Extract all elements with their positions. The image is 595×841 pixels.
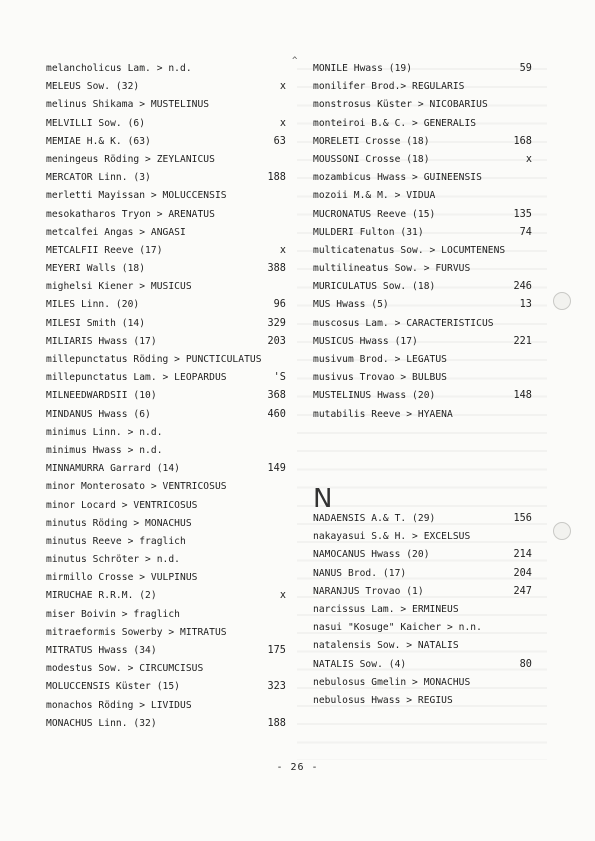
index-entry	[313, 674, 532, 692]
index-entry	[313, 115, 532, 133]
index-entry	[46, 351, 286, 369]
entry-page-number: x	[279, 81, 286, 93]
index-entry	[313, 60, 532, 78]
entry-page-number: 'S	[273, 372, 286, 384]
entry-name: MUCRONATUS Reeve (15)	[313, 208, 436, 220]
index-entry	[313, 656, 532, 674]
entry-page-number: 247	[513, 585, 532, 597]
entry-name: MULDERI Fulton (31)	[313, 226, 424, 238]
entry-page-number: 59	[519, 63, 532, 74]
entry-name: melancholicus Lam. > n.d.	[46, 63, 192, 74]
entry-name: MITRATUS Hwass (34)	[46, 645, 157, 656]
index-entry	[46, 78, 286, 96]
right-column-n-entries	[313, 510, 532, 710]
entry-name: NADAENSIS A.& T. (29)	[313, 513, 436, 524]
entry-page-number: 368	[267, 390, 286, 402]
entry-name: mozoii M.& M. > VIDUA	[313, 190, 436, 202]
index-entry	[313, 151, 532, 169]
entry-name: narcissus Lam. > ERMINEUS	[313, 603, 459, 615]
index-entry	[46, 697, 286, 715]
index-entry	[313, 315, 532, 333]
index-entry	[46, 606, 286, 624]
section-letter-n: N	[313, 484, 333, 514]
index-entry	[313, 333, 532, 351]
entry-name: mighelsi Kiener > MUSICUS	[46, 281, 192, 293]
index-entry	[46, 278, 286, 296]
index-entry	[46, 406, 286, 424]
index-entry	[46, 551, 286, 569]
index-entry	[313, 169, 532, 187]
index-entry	[313, 369, 532, 387]
entry-name: MERCATOR Linn. (3)	[46, 172, 151, 184]
entry-name: meningeus Röding > ZEYLANICUS	[46, 153, 215, 165]
entry-name: MURICULATUS Sow. (18)	[313, 281, 436, 293]
index-entry	[46, 387, 286, 405]
entry-name: MOUSSONI Crosse (18)	[313, 153, 430, 165]
entry-page-number: 148	[513, 390, 532, 402]
entry-name: minor Monterosato > VENTRICOSUS	[46, 481, 227, 493]
index-entry	[313, 96, 532, 114]
entry-page-number: 214	[513, 549, 532, 561]
entry-name: muscosus Lam. > CARACTERISTICUS	[313, 317, 494, 329]
index-entry	[313, 242, 532, 260]
index-entry	[46, 333, 286, 351]
index-entry	[313, 583, 532, 601]
entry-name: merletti Mayissan > MOLUCCENSIS	[46, 190, 227, 202]
entry-name: NANUS Brod. (17)	[313, 567, 407, 579]
entry-name: MEMIAE H.& K. (63)	[46, 135, 151, 147]
entry-name: MONACHUS Linn. (32)	[46, 717, 157, 729]
entry-name: METCALFII Reeve (17)	[46, 244, 163, 256]
entry-name: MUS Hwass (5)	[313, 299, 389, 311]
entry-name: metcalfei Angas > ANGASI	[46, 226, 186, 238]
entry-name: mitraeformis Sowerby > MITRATUS	[46, 626, 227, 638]
index-entry	[46, 151, 286, 169]
entry-name: minimus Hwass > n.d.	[46, 444, 163, 456]
entry-page-number: 175	[267, 645, 286, 656]
entry-name: mirmillo Crosse > VULPINUS	[46, 572, 198, 584]
entry-name: MILESI Smith (14)	[46, 317, 146, 329]
entry-name: MIRUCHAE R.R.M. (2)	[46, 590, 157, 602]
index-entry	[313, 601, 532, 619]
index-entry	[313, 406, 532, 424]
index-entry	[46, 442, 286, 460]
entry-page-number: 329	[267, 317, 286, 329]
entry-page-number: 168	[513, 135, 532, 147]
index-entry	[313, 260, 532, 278]
index-entry	[46, 206, 286, 224]
index-entry	[46, 678, 286, 696]
entry-name: MELEUS Sow. (32)	[46, 81, 140, 93]
entry-page-number: 246	[513, 281, 532, 293]
entry-name: musivus Trovao > BULBUS	[313, 372, 447, 384]
entry-name: MEYERI Walls (18)	[46, 263, 146, 275]
index-entry	[46, 242, 286, 260]
index-entry	[313, 351, 532, 369]
left-column	[46, 60, 286, 733]
index-entry	[313, 637, 532, 655]
index-entry	[46, 296, 286, 314]
index-entry	[313, 565, 532, 583]
entry-page-number: 460	[267, 408, 286, 420]
entry-name: musivum Brod. > LEGATUS	[313, 354, 447, 365]
entry-page-number: 96	[273, 299, 286, 311]
entry-name: NATALIS Sow. (4)	[313, 658, 407, 670]
index-entry	[313, 546, 532, 564]
index-entry	[46, 497, 286, 515]
index-entry	[46, 533, 286, 551]
entry-name: millepunctatus Röding > PUNCTICULATUS	[46, 354, 262, 365]
entry-name: nakayasui S.& H. > EXCELSUS	[313, 531, 471, 543]
entry-page-number: 156	[513, 513, 532, 524]
index-entry	[46, 60, 286, 78]
entry-name: MOLUCCENSIS Küster (15)	[46, 681, 180, 693]
index-entry	[46, 478, 286, 496]
entry-name: MILES Linn. (20)	[46, 299, 140, 311]
index-entry	[46, 315, 286, 333]
entry-page-number: 74	[519, 226, 532, 238]
entry-page-number: 323	[267, 681, 286, 693]
entry-page-number: 388	[267, 263, 286, 275]
entry-name: miser Boivin > fraglich	[46, 608, 180, 620]
entry-name: MILIARIS Hwass (17)	[46, 335, 157, 347]
index-entry	[46, 260, 286, 278]
entry-name: minimus Linn. > n.d.	[46, 426, 163, 438]
entry-page-number: 204	[513, 567, 532, 579]
entry-name: multicatenatus Sow. > LOCUMTENENS	[313, 244, 506, 256]
index-entry	[46, 169, 286, 187]
index-entry	[313, 206, 532, 224]
entry-page-number: x	[279, 244, 286, 256]
index-entry	[46, 587, 286, 605]
entry-name: multilineatus Sow. > FURVUS	[313, 263, 471, 275]
index-entry	[313, 692, 532, 710]
entry-name: nebulosus Gmelin > MONACHUS	[313, 676, 471, 688]
binder-hole-upper	[553, 292, 571, 310]
index-entry	[46, 224, 286, 242]
entry-page-number: x	[525, 153, 532, 165]
entry-name: monilifer Brod.> REGULARIS	[313, 81, 465, 93]
entry-page-number: 188	[267, 172, 286, 184]
entry-name: MINNAMURRA Garrard (14)	[46, 463, 180, 475]
entry-name: minor Locard > VENTRICOSUS	[46, 499, 198, 511]
entry-page-number: 221	[513, 335, 532, 347]
entry-name: melinus Shikama > MUSTELINUS	[46, 99, 210, 111]
entry-name: MUSTELINUS Hwass (20)	[313, 390, 436, 402]
entry-name: MORELETI Crosse (18)	[313, 135, 430, 147]
entry-name: minutus Röding > MONACHUS	[46, 517, 192, 529]
index-entry	[46, 624, 286, 642]
index-entry	[46, 187, 286, 205]
index-entry	[46, 569, 286, 587]
entry-name: mesokatharos Tryon > ARENATUS	[46, 208, 215, 220]
entry-name: MUSICUS Hwass (17)	[313, 335, 418, 347]
index-entry	[313, 133, 532, 151]
index-entry	[313, 278, 532, 296]
entry-name: monstrosus Küster > NICOBARIUS	[313, 99, 488, 111]
index-entry	[313, 528, 532, 546]
index-entry	[313, 78, 532, 96]
index-entry	[46, 115, 286, 133]
index-entry	[313, 224, 532, 242]
index-entry	[46, 660, 286, 678]
entry-page-number: x	[279, 117, 286, 129]
entry-page-number: 135	[513, 208, 532, 220]
entry-name: MILNEEDWARDSII (10)	[46, 390, 157, 402]
entry-name: MINDANUS Hwass (6)	[46, 408, 151, 420]
entry-name: modestus Sow. > CIRCUMCISUS	[46, 663, 204, 675]
entry-name: mutabilis Reeve > HYAENA	[313, 408, 453, 420]
entry-page-number: 149	[267, 463, 286, 475]
index-entry	[46, 642, 286, 660]
index-entry	[46, 424, 286, 442]
entry-page-number: 203	[267, 335, 286, 347]
entry-name: NARANJUS Trovao (1)	[313, 585, 424, 597]
index-entry	[313, 510, 532, 528]
binder-hole-lower	[553, 522, 571, 540]
entry-name: nebulosus Hwass > REGIUS	[313, 694, 453, 706]
entry-page-number: 13	[519, 299, 532, 311]
stray-mark: ^	[292, 56, 298, 66]
entry-page-number: 63	[273, 135, 286, 147]
index-entry	[46, 515, 286, 533]
entry-name: millepunctatus Lam. > LEOPARDUS	[46, 372, 227, 384]
index-entry	[313, 187, 532, 205]
index-entry	[46, 133, 286, 151]
entry-page-number: 188	[267, 717, 286, 729]
index-entry	[46, 96, 286, 114]
entry-name: natalensis Sow. > NATALIS	[313, 640, 459, 652]
entry-name: mozambicus Hwass > GUINEENSIS	[313, 172, 482, 184]
index-entry	[46, 460, 286, 478]
entry-name: nasui "Kosuge" Kaicher > n.n.	[313, 622, 482, 634]
index-entry	[46, 715, 286, 733]
entry-name: MONILE Hwass (19)	[313, 63, 413, 74]
entry-page-number: x	[279, 590, 286, 602]
entry-page-number: 80	[519, 658, 532, 670]
entry-name: MELVILLI Sow. (6)	[46, 117, 146, 129]
entry-name: monteiroi B.& C. > GENERALIS	[313, 117, 477, 129]
index-entry	[313, 296, 532, 314]
entry-name: monachos Röding > LIVIDUS	[46, 699, 192, 711]
index-entry	[313, 387, 532, 405]
index-entry	[46, 369, 286, 387]
right-column-m-entries	[313, 60, 532, 424]
index-entry	[313, 619, 532, 637]
entry-name: NAMOCANUS Hwass (20)	[313, 549, 430, 561]
entry-name: minutus Schröter > n.d.	[46, 554, 180, 566]
entry-name: minutus Reeve > fraglich	[46, 535, 186, 547]
page-number: - 26 -	[276, 762, 319, 773]
